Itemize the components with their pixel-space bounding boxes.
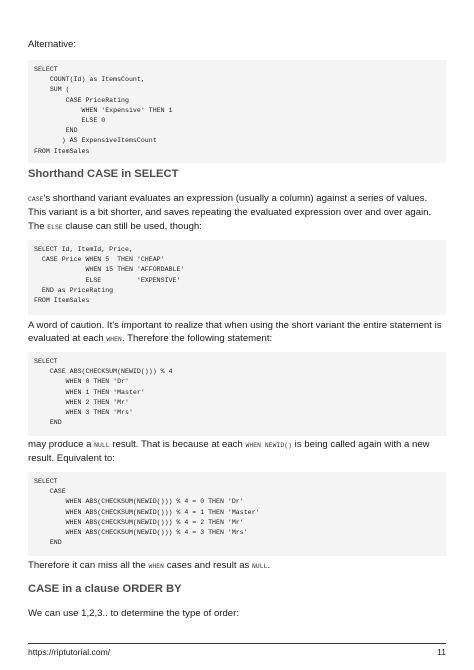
heading-case-order-by: CASE in a clause ORDER BY	[28, 583, 182, 595]
inline-code-null: NULL	[94, 442, 110, 449]
code-block-equivalent: SELECT CASE WHEN ABS(CHECKSUM(NEWID())) % 4 = 0 THEN 'Dr' WHEN ABS(CHECKSUM(NEWID())) % 4 = 1 THEN 'Master' WHEN ABS(CHECKSUM(NEWID())) % 4 = 2 THEN 'Mr' WHEN ABS(CHECKSUM(NEWID())) % 4 = 3 THEN 'Mrs' END	[28, 472, 446, 556]
footer-page-number: 11	[437, 647, 446, 657]
code-block-shorthand: SELECT Id, ItemId, Price, CASE Price WHEN 5 THEN 'CHEAP' WHEN 15 THEN 'AFFORDABLE' ELSE 'EXPENSIVE' END as PriceRating FROM ItemSales	[28, 240, 446, 315]
inline-code-case: CASE	[28, 196, 44, 203]
code-block-alternative: SELECT COUNT(Id) as ItemsCount, SUM ( CASE PriceRating WHEN 'Expensive' THEN 1 ELSE 0 END ) AS ExpensiveItemsCount FROM ItemSales	[28, 60, 446, 163]
paragraph-shorthand-description: CASE's shorthand variant evaluates an expression (usually a column) against a series of values. This variant is a bit shorter, and saves repeating the evaluated expression over and over again. The ELSE clause can still be used, though:	[28, 193, 432, 232]
paragraph-order-type: We can use 1,2,3.. to determine the type of order:	[28, 608, 240, 619]
footer-url: https://riptutorial.com/	[28, 647, 111, 657]
alternative-label: Alternative:	[28, 39, 76, 50]
heading-shorthand-case: Shorthand CASE in SELECT	[28, 168, 179, 180]
code-block-random-case: SELECT CASE ABS(CHECKSUM(NEWID())) % 4 WHEN 0 THEN 'Dr' WHEN 1 THEN 'Master' WHEN 2 THEN 'Mr' WHEN 3 THEN 'Mrs' END	[28, 352, 446, 436]
inline-code-when-newid: WHEN NEWID()	[245, 442, 293, 449]
paragraph-caution: A word of caution. It's important to realize that when using the short variant the entire statement is evaluated at each WHEN. Therefore the following statement:	[28, 320, 442, 345]
paragraph-null-result: may produce a NULL result. That is because at each WHEN NEWID() is being called again with a new result. Equivalent to:	[28, 439, 430, 465]
inline-code-when: WHEN	[106, 336, 122, 344]
paragraph-miss-cases: Therefore it can miss all the WHEN cases and result as NULL.	[28, 560, 271, 571]
inline-code-null-2: NULL	[252, 563, 268, 570]
footer-divider	[28, 643, 446, 644]
inline-code-else: ELSE	[47, 223, 63, 231]
inline-code-when-2: WHEN	[148, 563, 165, 570]
